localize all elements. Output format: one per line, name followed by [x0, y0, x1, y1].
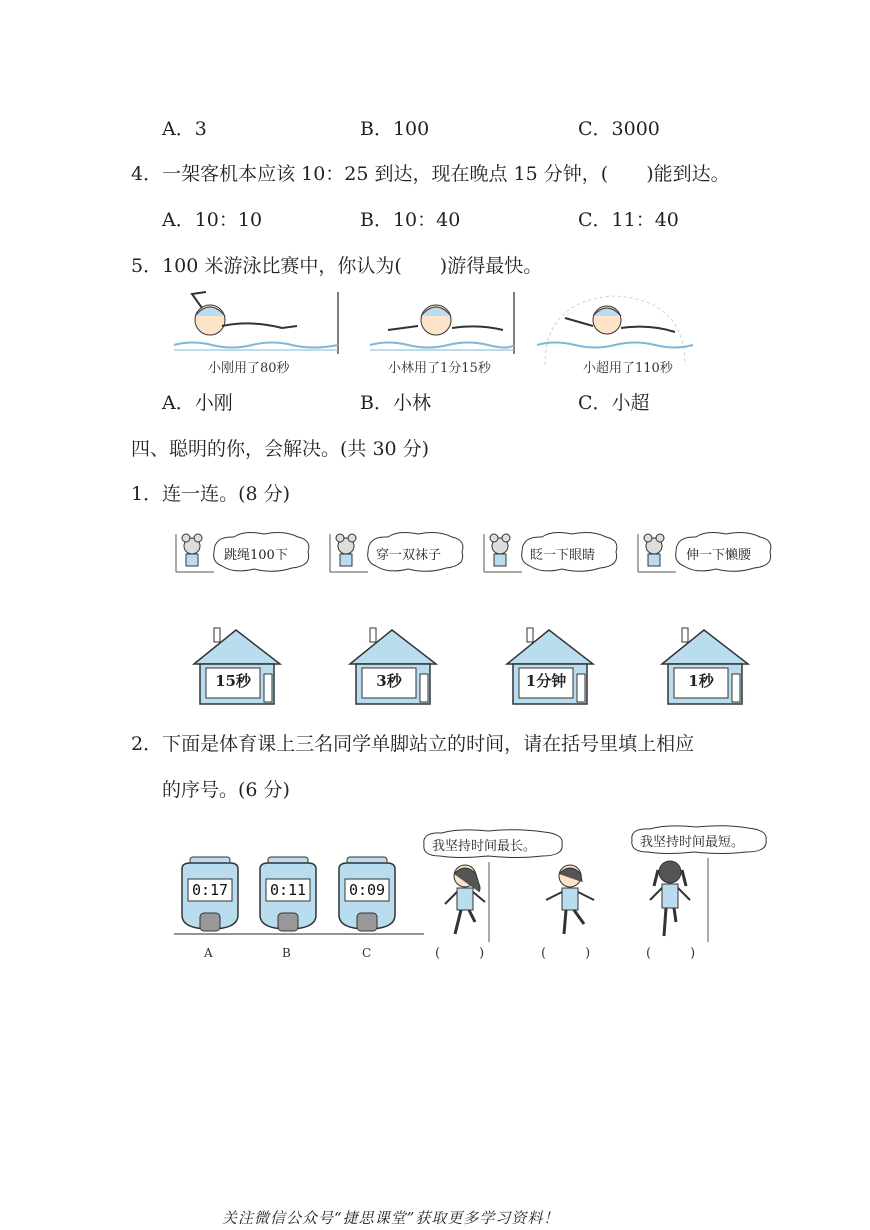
answer-paren-1[interactable]: ( ): [435, 946, 485, 961]
swimmer-figure-xiaolin: [368, 290, 518, 356]
stopwatch-letter-b: B: [282, 946, 291, 960]
activity-label: 跳绳100下: [224, 548, 288, 563]
q5-option-b: B．小林: [360, 392, 431, 414]
question-5: 5．100 米游泳比赛中，你认为( )游得最快。: [131, 255, 543, 277]
answer-paren-2[interactable]: ( ): [541, 946, 591, 961]
house-1: [192, 626, 282, 706]
activity-card-1: [174, 528, 314, 576]
q3-option-a: A．3: [162, 118, 207, 140]
girl-figure-2: [540, 862, 600, 944]
house-label: 1分钟: [525, 672, 567, 690]
stopwatch-b: [254, 855, 322, 935]
q3-option-c: C．3000: [578, 118, 660, 140]
house-3: [505, 626, 595, 706]
bubble-text: 我坚持时间最短。: [640, 835, 745, 850]
problem-2-line-1: 2．下面是体育课上三名同学单脚站立的时间，请在括号里填上相应: [131, 733, 695, 755]
house-label: 15秒: [215, 672, 251, 690]
stopwatch-letter-a: A: [204, 946, 213, 960]
section-4-title: 四、聪明的你，会解决。(共 30 分): [131, 438, 430, 460]
girl-figure-1: [435, 862, 495, 944]
activity-card-2: [328, 528, 468, 576]
house-4: [660, 626, 750, 706]
q5-option-c: C．小超: [578, 392, 650, 414]
bubble-text: 我坚持时间最长。: [432, 839, 537, 854]
q3-option-b: B．100: [360, 118, 430, 140]
speech-bubble-shortest: [626, 824, 772, 856]
activity-label: 穿一双袜子: [376, 548, 442, 563]
stopwatch-c: [333, 855, 401, 935]
q4-option-a: A．10：10: [162, 209, 263, 231]
caption-xiaolin: 小林用了1分15秒: [388, 361, 491, 376]
activity-label: 眨一下眼睛: [530, 548, 596, 563]
problem-2-line-2: 的序号。(6 分): [162, 779, 290, 801]
stopwatch-a: [176, 855, 244, 935]
activity-label: 伸一下懒腰: [686, 548, 752, 563]
house-icon: [348, 626, 438, 706]
problem-1: 1．连一连。(8 分): [131, 483, 291, 505]
stopwatch-reading: 0:09: [348, 881, 386, 899]
stopwatch-reading: 0:17: [191, 881, 229, 899]
house-icon: [660, 626, 750, 706]
q4-option-c: C．11：40: [578, 209, 679, 231]
activity-card-3: [482, 528, 622, 576]
girl-figure-3: [640, 858, 712, 944]
house-icon: [192, 626, 282, 706]
stopwatch-reading: 0:11: [269, 881, 307, 899]
caption-xiaochao: 小超用了110秒: [583, 361, 673, 376]
speech-bubble-longest: [418, 828, 568, 860]
house-icon: [505, 626, 595, 706]
footer-note: 关注微信公众号“捷思课堂”获取更多学习资料！: [222, 1209, 560, 1227]
caption-xiaogang: 小刚用了80秒: [208, 361, 290, 376]
swimmer-figure-xiaogang: [172, 290, 342, 356]
stopwatch-letter-c: C: [362, 946, 372, 960]
answer-paren-3[interactable]: ( ): [646, 946, 696, 961]
activity-card-4: [636, 528, 776, 576]
q4-option-b: B．10：40: [360, 209, 461, 231]
q5-option-a: A．小刚: [162, 392, 233, 414]
house-label: 3秒: [376, 672, 402, 690]
house-label: 1秒: [688, 672, 714, 690]
house-2: [348, 626, 438, 706]
question-4: 4．一架客机本应该 10：25 到达，现在晚点 15 分钟，( )能到达。: [131, 163, 730, 185]
